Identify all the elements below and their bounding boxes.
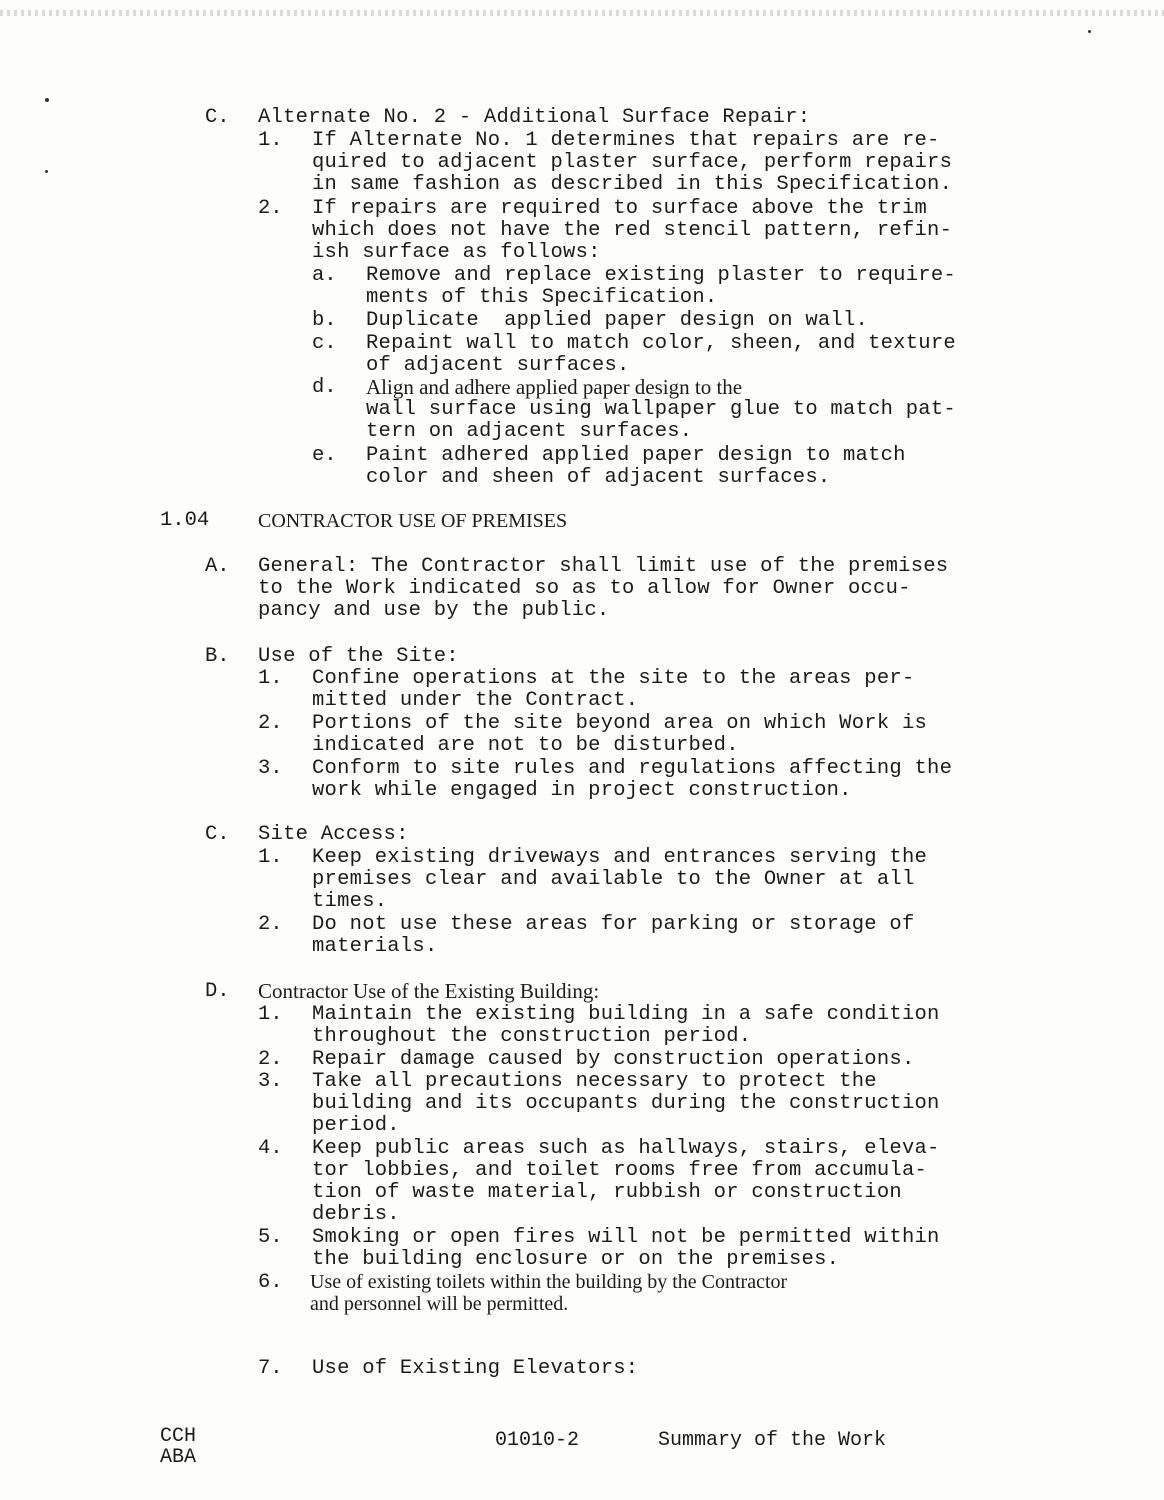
list-marker: 2.	[258, 1048, 283, 1071]
list-item-line: Portions of the site beyond area on which Work is	[312, 712, 928, 735]
para-b-marker: B.	[205, 645, 230, 668]
section-number: 1.04	[160, 509, 210, 532]
sublist-item-line: color and sheen of adjacent surfaces.	[366, 466, 831, 489]
list-item-line: premises clear and available to the Owner at all	[312, 868, 915, 891]
list-item-line: Conform to site rules and regulations affecting the	[312, 757, 953, 780]
sublist-item-line: tern on adjacent surfaces.	[366, 420, 693, 443]
sublist-item-line: Paint adhered applied paper design to match	[366, 444, 906, 467]
list-marker: 3.	[258, 757, 283, 780]
list-item-line: Maintain the existing building in a safe condition	[312, 1003, 940, 1026]
para-a-line: to the Work indicated so as to allow for Owner occu-	[258, 577, 911, 600]
list-item-line: Smoking or open fires will not be permitted within	[312, 1226, 940, 1249]
list-item-line: quired to adjacent plaster surface, perform repairs	[312, 151, 953, 174]
sublist-marker: c.	[312, 332, 337, 355]
scan-artifact-line	[0, 10, 1164, 16]
list-item-line: Keep public areas such as hallways, stairs, eleva-	[312, 1137, 940, 1160]
list-item-line: which does not have the red stencil pattern, refin-	[312, 219, 953, 242]
list-item-line: indicated are not to be disturbed.	[312, 734, 739, 757]
sublist-item-line: Remove and replace existing plaster to require-	[366, 264, 956, 287]
list-item-line: the building enclosure or on the premises.	[312, 1248, 840, 1271]
list-marker: 1.	[258, 667, 283, 690]
list-item-line: in same fashion as described in this Specification.	[312, 173, 953, 196]
para-b-title: Use of the Site:	[258, 645, 459, 668]
list-item-line: ish surface as follows:	[312, 241, 601, 264]
list-item-line: Use of Existing Elevators:	[312, 1357, 639, 1380]
list-item-line: work while engaged in project construction.	[312, 779, 852, 802]
list-item-line: Use of existing toilets within the building by the Contractor	[310, 1271, 788, 1293]
scan-speck	[45, 98, 49, 102]
list-marker: 1.	[258, 1003, 283, 1026]
sublist-item-line: Duplicate applied paper design on wall.	[366, 309, 869, 332]
sublist-marker: e.	[312, 444, 337, 467]
para-d-title: Contractor Use of the Existing Building:	[258, 979, 600, 1003]
list-marker: 7.	[258, 1357, 283, 1380]
para-c-marker: C.	[205, 823, 230, 846]
list-item-line: Repair damage caused by construction operations.	[312, 1048, 915, 1071]
list-item-line: Take all precautions necessary to protect the	[312, 1070, 877, 1093]
footer-initials: CCH	[160, 1425, 197, 1448]
list-marker: 1.	[258, 129, 283, 152]
list-item-line: Keep existing driveways and entrances serving the	[312, 846, 928, 869]
list-item-line: period.	[312, 1114, 400, 1137]
sublist-item-line: wall surface using wallpaper glue to match pat-	[366, 398, 956, 421]
list-item-line: building and its occupants during the construction	[312, 1092, 940, 1115]
section-heading: CONTRACTOR USE OF PREMISES	[258, 510, 568, 532]
para-a-marker: A.	[205, 555, 230, 578]
para-a-line: pancy and use by the public.	[258, 599, 610, 622]
list-marker: 6.	[258, 1271, 283, 1294]
sublist-item-line: Align and adhere applied paper design to the	[366, 375, 743, 399]
para-a-line: General: The Contractor shall limit use of the premises	[258, 555, 949, 578]
section-c-title: Alternate No. 2 - Additional Surface Repair:	[258, 106, 811, 129]
para-c-title: Site Access:	[258, 823, 409, 846]
footer-page-number: 01010-2	[495, 1429, 580, 1452]
list-item-line: If repairs are required to surface above the trim	[312, 197, 928, 220]
sublist-item-line: of adjacent surfaces.	[366, 354, 630, 377]
list-marker: 2.	[258, 913, 283, 936]
sublist-marker: b.	[312, 309, 337, 332]
list-item-line: Do not use these areas for parking or storage of	[312, 913, 915, 936]
list-marker: 5.	[258, 1226, 283, 1249]
list-marker: 2.	[258, 197, 283, 220]
footer-section-title: Summary of the Work	[658, 1429, 887, 1452]
list-item-line: times.	[312, 890, 388, 913]
list-item-line: tion of waste material, rubbish or construction	[312, 1181, 902, 1204]
list-item-line: and personnel will be permitted.	[310, 1293, 569, 1315]
sublist-item-line: ments of this Specification.	[366, 286, 718, 309]
sublist-marker: a.	[312, 264, 337, 287]
list-item-line: If Alternate No. 1 determines that repairs are re-	[312, 129, 940, 152]
list-item-line: tor lobbies, and toilet rooms free from accumula-	[312, 1159, 928, 1182]
scan-speck	[45, 170, 48, 173]
footer-initials: ABA	[160, 1446, 197, 1469]
scan-speck	[1088, 30, 1091, 33]
list-marker: 4.	[258, 1137, 283, 1160]
list-item-line: debris.	[312, 1203, 400, 1226]
sublist-marker: d.	[312, 376, 337, 399]
para-d-marker: D.	[205, 980, 230, 1003]
list-marker: 3.	[258, 1070, 283, 1093]
list-item-line: throughout the construction period.	[312, 1025, 752, 1048]
list-item-line: mitted under the Contract.	[312, 689, 639, 712]
list-marker: 2.	[258, 712, 283, 735]
list-item-line: materials.	[312, 935, 438, 958]
section-c-marker: C.	[205, 106, 230, 129]
list-item-line: Confine operations at the site to the areas per-	[312, 667, 915, 690]
sublist-item-line: Repaint wall to match color, sheen, and texture	[366, 332, 956, 355]
list-marker: 1.	[258, 846, 283, 869]
